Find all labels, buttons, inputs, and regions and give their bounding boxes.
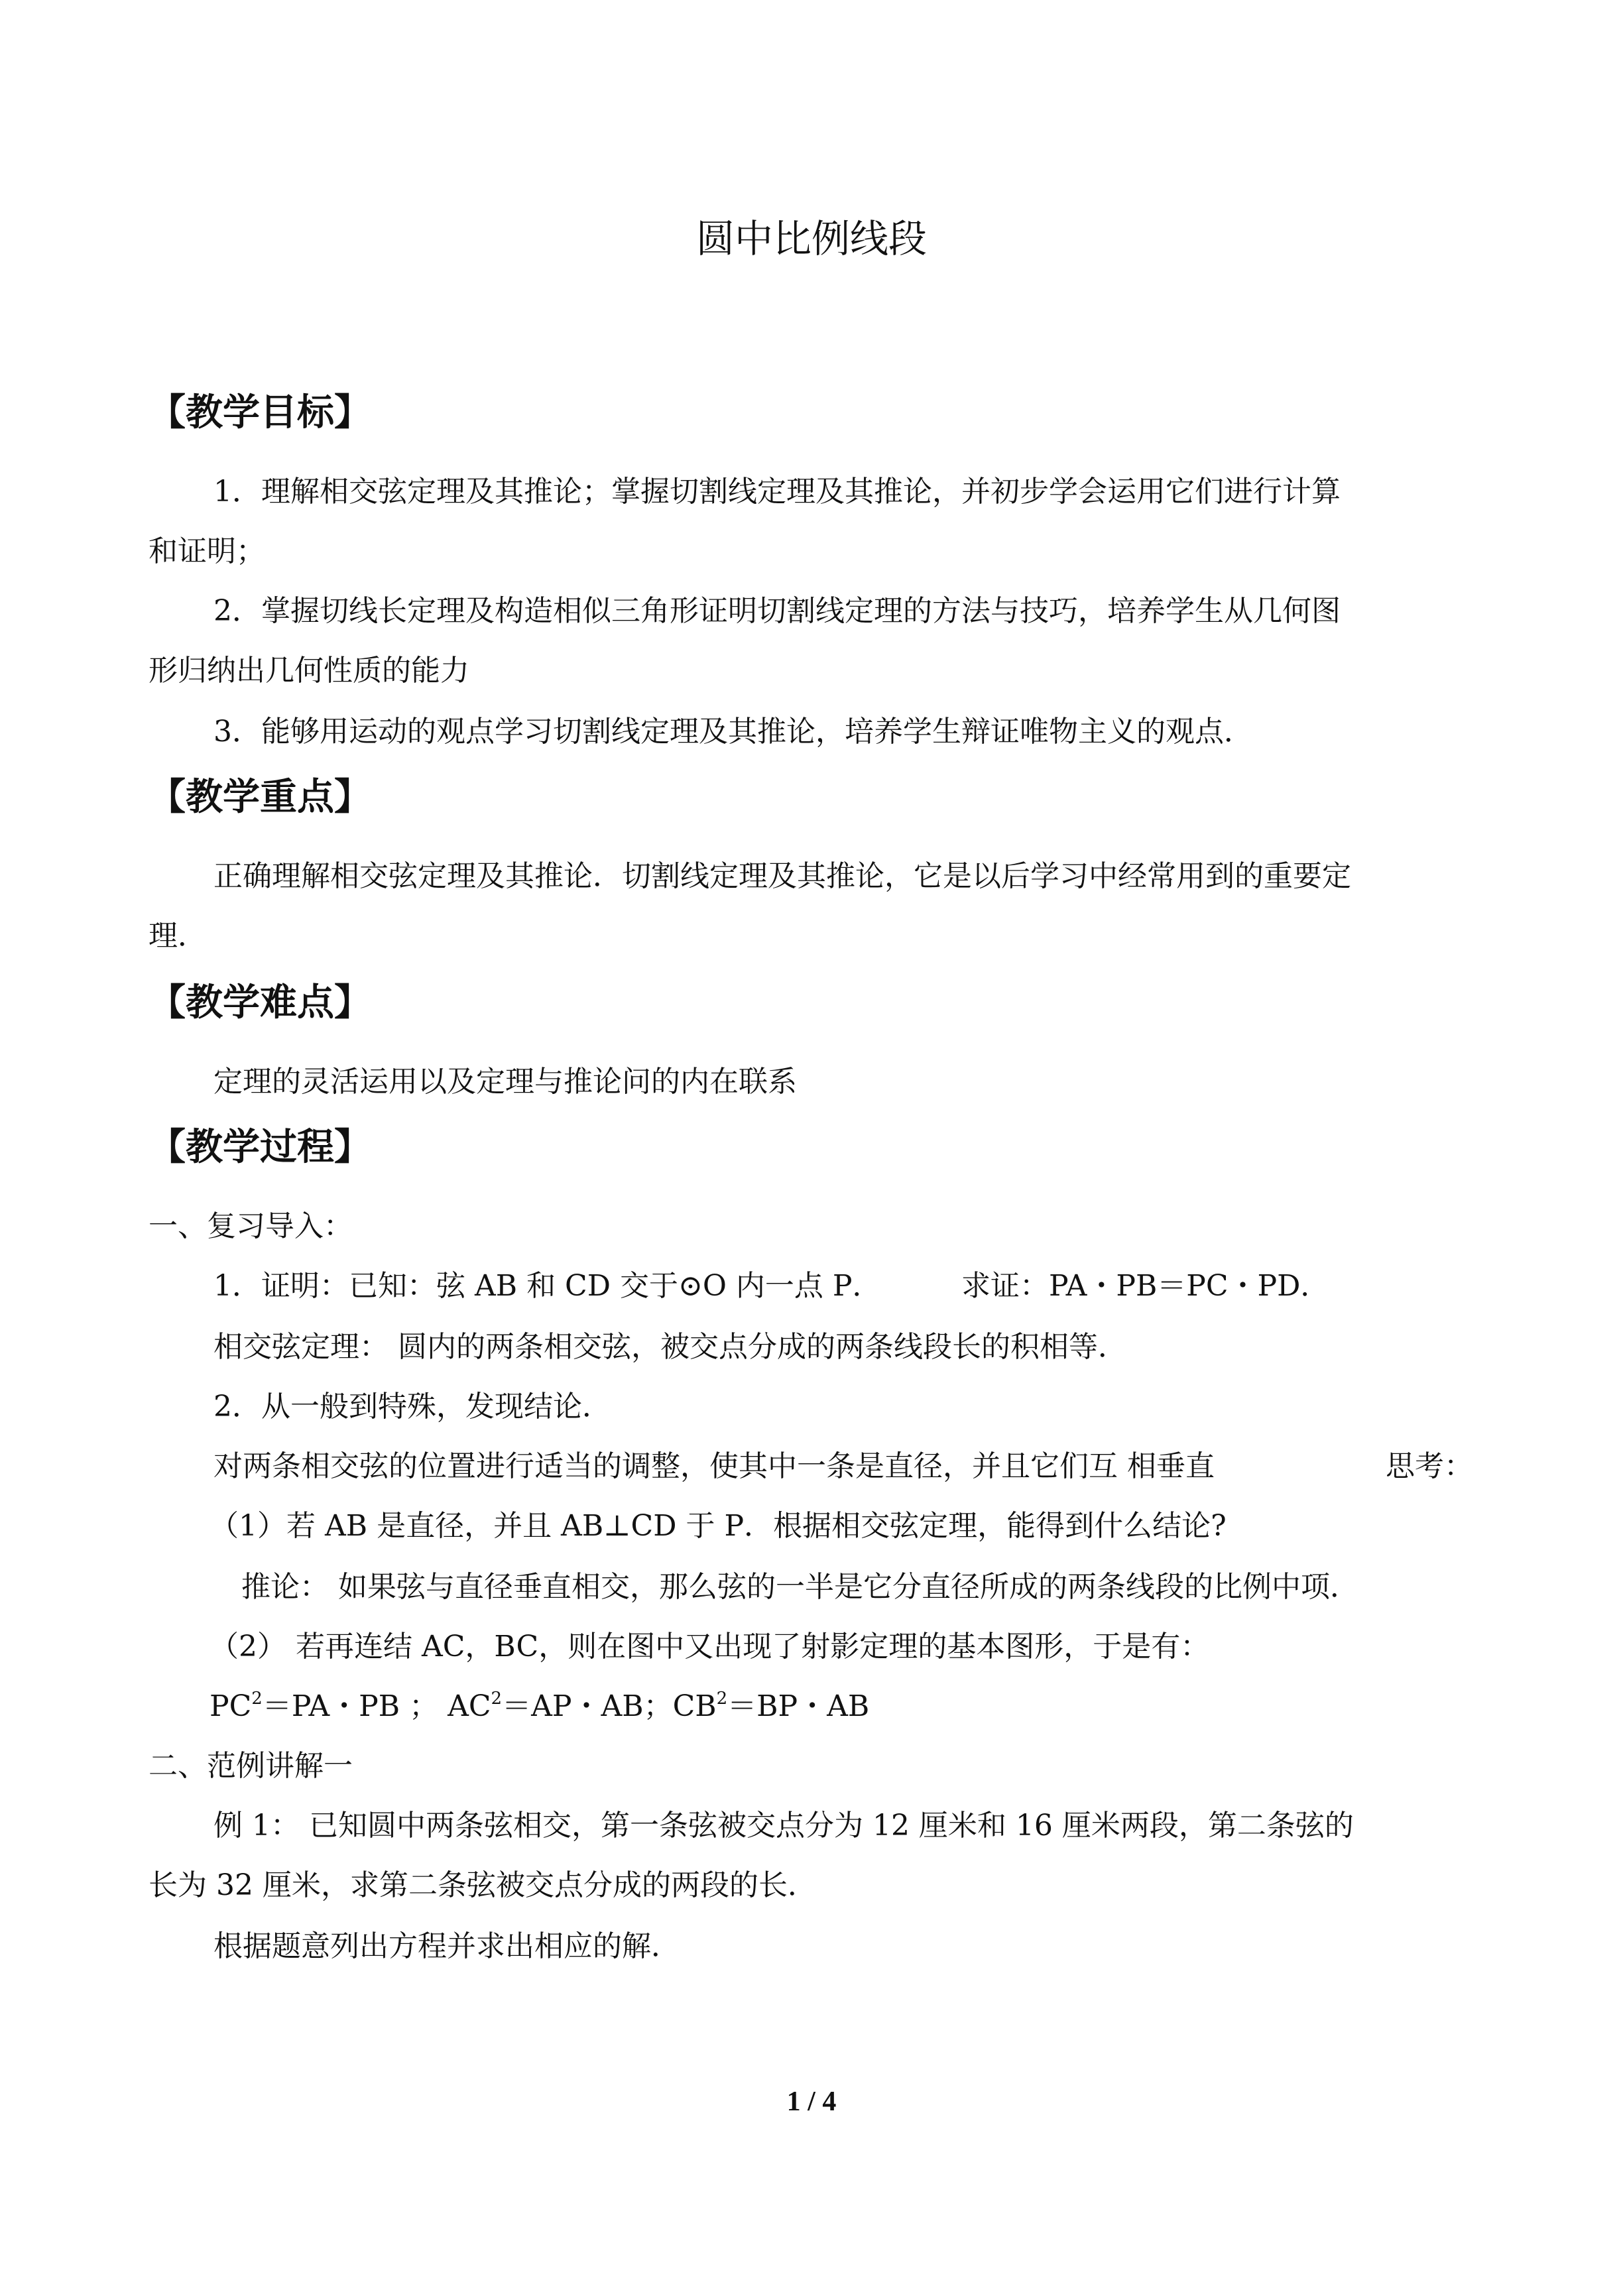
objectives-heading: 【教学目标】	[149, 391, 371, 434]
key-points-heading: 【教学重点】	[149, 775, 371, 819]
adjust-text: 对两条相交弦的位置进行适当的调整，使其中一条是直径，并且它们互 相垂直	[213, 1449, 1215, 1483]
exponent: 2	[251, 1689, 263, 1709]
question-one: （1）若 AB 是直径，并且 AB⊥CD 于 P．根据相交弦定理，能得到什么结论?	[210, 1509, 1227, 1543]
step-two: 2．从一般到特殊，发现结论．	[213, 1390, 611, 1423]
key-points-line: 理．	[149, 919, 207, 953]
formula-part: ＝PA・PB ； AC	[262, 1689, 491, 1723]
exponent: 2	[491, 1689, 503, 1709]
adjust-line	[213, 1445, 1473, 1488]
difficulties-heading: 【教学难点】	[149, 981, 371, 1024]
corollary: 推论： 如果弦与直径垂直相交，那么弦的一半是它分直径所成的两条线段的比例中项．	[241, 1570, 1359, 1604]
key-points-line: 正确理解相交弦定理及其推论．切割线定理及其推论，它是以后学习中经常用到的重要定	[213, 859, 1351, 893]
objective-line: 2．掌握切线长定理及构造相似三角形证明切割线定理的方法与技巧，培养学生从几何图	[213, 594, 1341, 628]
example-line: 长为 32 厘米，求第二条弦被交点分成的两段的长．	[149, 1868, 817, 1902]
objective-line: 和证明；	[149, 534, 265, 568]
objective-line: 形归纳出几何性质的能力	[149, 654, 469, 688]
process-heading: 【教学过程】	[149, 1125, 371, 1169]
part1-title: 一、复习导入：	[149, 1209, 353, 1243]
objective-line: 1．理解相交弦定理及其推论；掌握切割线定理及其推论，并初步学会运用它们进行计算	[213, 475, 1341, 509]
question-two: （2） 若再连结 AC，BC，则在图中又出现了射影定理的基本图形，于是有：	[210, 1630, 1210, 1663]
proof-given: 1．证明：已知：弦 AB 和 CD 交于⊙O 内一点 P．	[213, 1269, 882, 1303]
page-number: 1 / 4	[786, 2086, 837, 2117]
formula-part: ＝AP・AB；CB	[502, 1689, 717, 1723]
page-title: 圆中比例线段	[695, 216, 927, 261]
part2-title: 二、范例讲解一	[149, 1749, 353, 1783]
proof-to-prove: 求证：PA・PB＝PC・PD．	[961, 1269, 1330, 1303]
formula-part: ＝BP・AB	[727, 1689, 870, 1723]
difficulties-line: 定理的灵活运用以及定理与推论问的内在联系	[213, 1065, 797, 1099]
formula-part: PC	[210, 1689, 252, 1723]
think-label: 思考：	[1386, 1449, 1473, 1483]
objective-line: 3．能够用运动的观点学习切割线定理及其推论，培养学生辩证唯物主义的观点．	[213, 715, 1253, 749]
exponent: 2	[716, 1689, 728, 1709]
example-line: 例 1： 已知圆中两条弦相交，第一条弦被交点分为 12 厘米和 16 厘米两段，第二条弦的	[213, 1809, 1354, 1843]
chord-theorem: 相交弦定理： 圆内的两条相交弦，被交点分成的两条线段长的积相等．	[213, 1330, 1127, 1364]
example-line: 根据题意列出方程并求出相应的解．	[213, 1929, 680, 1963]
projection-formula	[210, 1685, 869, 1728]
